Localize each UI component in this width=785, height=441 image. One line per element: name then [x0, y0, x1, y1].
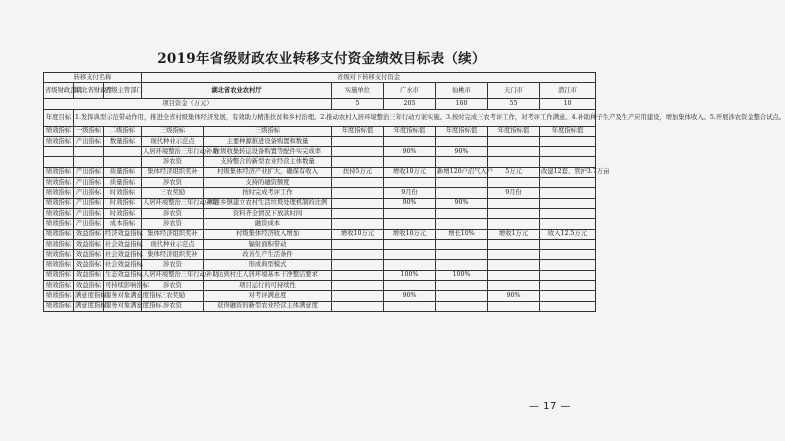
annual-value-cell	[436, 208, 488, 218]
annual-value-cell	[436, 260, 488, 270]
col-header: 年度指标值	[488, 126, 540, 136]
annual-value-cell	[540, 188, 596, 198]
annual-value-cell: 增收10万元	[384, 229, 436, 239]
annual-value-cell	[540, 157, 596, 167]
annual-value-cell	[540, 178, 596, 188]
unit-name: 广水市	[384, 83, 436, 99]
annual-value-cell	[384, 260, 436, 270]
annual-value-cell	[540, 301, 596, 311]
table-row	[44, 198, 596, 208]
annual-value-cell	[540, 250, 596, 260]
annual-value-cell: 90%	[488, 291, 540, 301]
annual-value-cell	[332, 270, 384, 280]
annual-value-cell: 增长10%	[436, 229, 488, 239]
annual-value-cell	[384, 219, 436, 229]
annual-value-cell: 增收1万元	[488, 229, 540, 239]
annual-value-cell	[436, 157, 488, 167]
annual-value-cell	[540, 198, 596, 208]
table-row	[44, 260, 596, 270]
annual-value-cell	[488, 136, 540, 146]
level3-item-cell: 村级集体经济产业扩大，确保有收入	[204, 167, 332, 177]
level3-category-cell: 人居环境整治三年行动补助	[142, 270, 204, 280]
level2-cell: 质量指标	[104, 178, 142, 188]
annual-value-cell	[540, 291, 596, 301]
annual-value-cell: 改建12套、管护3.7万亩	[540, 167, 596, 177]
annual-value-cell	[384, 281, 436, 291]
indicator-cell: 绩效指标	[44, 208, 74, 218]
level2-cell: 成本指标	[104, 219, 142, 229]
implement-unit-label: 实施单位	[332, 83, 384, 99]
annual-value-cell: 收入12.5万元	[540, 229, 596, 239]
annual-value-cell	[332, 301, 384, 311]
level3-category-cell: 涉农资	[142, 219, 204, 229]
level1-cell: 产出指标	[74, 219, 104, 229]
indicator-cell: 绩效指标	[44, 198, 74, 208]
annual-value-cell	[488, 270, 540, 280]
annual-value-cell	[540, 147, 596, 157]
annual-value-cell	[488, 301, 540, 311]
annual-value-cell	[488, 208, 540, 218]
annual-value-cell	[488, 281, 540, 291]
level2-cell: 经济效益指标	[104, 229, 142, 239]
unit-name: 仙桃市	[436, 83, 488, 99]
annual-value-cell	[488, 260, 540, 270]
annual-value-cell	[436, 250, 488, 260]
col-header: 三级指标	[142, 126, 204, 136]
annual-value-cell	[384, 250, 436, 260]
level3-category-cell: 集体经济组织奖补	[142, 229, 204, 239]
annual-value-cell	[436, 281, 488, 291]
col-header: 年度指标值	[384, 126, 436, 136]
annual-value-cell	[436, 219, 488, 229]
level3-category-cell: 三农奖励	[142, 291, 204, 301]
annual-value-cell	[436, 136, 488, 146]
page-number: — 17 —	[528, 401, 571, 412]
level1-cell	[74, 147, 104, 157]
indicator-cell: 绩效指标	[44, 178, 74, 188]
annual-value-cell	[332, 208, 384, 218]
annual-value-cell: 9月份	[384, 188, 436, 198]
level3-item-cell: 辐射面积带动	[204, 239, 332, 249]
level2-cell	[104, 147, 142, 157]
level1-cell: 效益指标	[74, 281, 104, 291]
col-header: 年度指标值	[436, 126, 488, 136]
annual-value-cell	[488, 219, 540, 229]
level2-cell: 服务对象满意度指标	[104, 291, 142, 301]
program-name-label: 转移支付名称	[44, 73, 142, 83]
level3-category-cell: 三农奖励	[142, 188, 204, 198]
level3-category-cell: 人居环境整治三年行动补助	[142, 198, 204, 208]
table-row	[44, 239, 596, 249]
annual-value-cell	[332, 281, 384, 291]
annual-value-cell	[436, 301, 488, 311]
annual-value-cell: 90%	[436, 198, 488, 208]
table-row	[44, 178, 596, 188]
annual-value-cell: 90%	[384, 147, 436, 157]
col-header: 三级指标	[204, 126, 332, 136]
level2-cell: 质量指标	[104, 167, 142, 177]
level2-cell: 服务对象满意度指标	[104, 301, 142, 311]
indicator-cell: 绩效指标	[44, 229, 74, 239]
annual-value-cell	[540, 239, 596, 249]
level2-cell: 时效指标	[104, 188, 142, 198]
level3-item-cell: 支持整合的新型农业经营主体数量	[204, 157, 332, 167]
annual-value-cell: 扶持5万元	[332, 167, 384, 177]
level1-cell: 产出指标	[74, 178, 104, 188]
level1-cell: 效益指标	[74, 229, 104, 239]
indicator-cell: 绩效指标	[44, 219, 74, 229]
unit-name: 潜江市	[540, 83, 596, 99]
level3-item-cell: 获得融资的新型农业经营主体满意度	[204, 301, 332, 311]
table-row	[44, 136, 596, 146]
indicator-cell: 绩效指标	[44, 291, 74, 301]
table-row	[44, 208, 596, 218]
annual-value-cell: 增收10万元	[384, 167, 436, 177]
annual-value-cell	[332, 250, 384, 260]
annual-value-cell	[540, 208, 596, 218]
level1-cell: 效益指标	[74, 239, 104, 249]
annual-value-cell: 90%	[384, 291, 436, 301]
level3-category-cell: 集体经济组织奖补	[142, 167, 204, 177]
level3-item-cell: 按时完成考评工作	[204, 188, 332, 198]
table-row	[44, 281, 596, 291]
level2-cell: 可持续影响指标	[104, 281, 142, 291]
annual-value-cell	[332, 198, 384, 208]
indicator-cell	[44, 157, 74, 167]
level1-cell: 满意度指标	[74, 301, 104, 311]
annual-value-cell	[332, 188, 384, 198]
budget-value: 205	[384, 99, 436, 109]
level3-item-cell: 改善生产生活条件	[204, 250, 332, 260]
annual-value-cell: 新增120户沼气入户	[436, 167, 488, 177]
annual-value-cell: 100%	[436, 270, 488, 280]
annual-value-cell	[540, 260, 596, 270]
province-authority-label: 省级主管部门	[104, 83, 142, 99]
level3-category-cell: 涉农资	[142, 157, 204, 167]
indicator-cell: 绩效指标	[44, 188, 74, 198]
annual-value-cell: 100%	[384, 270, 436, 280]
level1-cell: 产出指标	[74, 188, 104, 198]
level3-item-cell: 支持的融资额度	[204, 178, 332, 188]
budget-value: 5	[332, 99, 384, 109]
annual-value-cell: 9月份	[488, 188, 540, 198]
annual-value-cell: 90%	[384, 198, 436, 208]
table-row	[44, 147, 596, 157]
annual-value-cell: 增收10万元	[332, 229, 384, 239]
annual-value-cell	[488, 147, 540, 157]
budget-value: 55	[488, 99, 540, 109]
annual-value-cell	[436, 291, 488, 301]
indicator-cell: 绩效指标	[44, 167, 74, 177]
level3-item-cell: 资料齐全情况下放款时间	[204, 208, 332, 218]
level3-item-cell: 村级集体经济收入增加	[204, 229, 332, 239]
level2-cell: 社会效益指标	[104, 260, 142, 270]
level3-item-cell: 项目乡镇建立农村生活垃圾处理机制的比例	[204, 198, 332, 208]
province-dept-label: 省级财政部门	[44, 83, 74, 99]
level3-item-cell: 形成典型模式	[204, 260, 332, 270]
annual-value-cell	[540, 281, 596, 291]
level3-item-cell: 项目运行的可持续性	[204, 281, 332, 291]
indicator-cell: 绩效指标	[44, 250, 74, 260]
level3-category-cell: 涉农资	[142, 208, 204, 218]
level1-cell: 效益指标	[74, 260, 104, 270]
annual-value-cell	[384, 239, 436, 249]
col-header: 二级指标	[104, 126, 142, 136]
annual-value-cell	[332, 147, 384, 157]
table-row	[44, 229, 596, 239]
annual-value-cell: 5万元	[488, 167, 540, 177]
annual-value-cell	[332, 239, 384, 249]
level1-cell: 产出指标	[74, 198, 104, 208]
level1-cell	[74, 157, 104, 167]
annual-value-cell	[384, 157, 436, 167]
table-row	[44, 250, 596, 260]
table-row	[44, 301, 596, 311]
level3-category-cell: 集体经济组织奖补	[142, 250, 204, 260]
indicator-cell: 绩效指标	[44, 270, 74, 280]
level3-category-cell: 涉农资	[142, 281, 204, 291]
indicator-cell: 绩效指标	[44, 136, 74, 146]
level2-cell: 生态效益指标	[104, 270, 142, 280]
hubei-finance-label: 湖北省财政厅	[74, 83, 104, 99]
budget-value: 160	[436, 99, 488, 109]
annual-value-cell	[332, 291, 384, 301]
level3-item-cell: 达到村庄人居环境基本干净整洁要求	[204, 270, 332, 280]
performance-table	[43, 72, 785, 312]
fund-label: 省级对下转移支付资金	[142, 73, 596, 83]
level3-item-cell: 主要种源推进设备购置和数量	[204, 136, 332, 146]
level3-item-cell: 对考评满意度	[204, 291, 332, 301]
level2-cell: 社会效益指标	[104, 250, 142, 260]
annual-value-cell	[540, 270, 596, 280]
table-row	[44, 291, 596, 301]
level3-category-cell: 涉农资	[142, 260, 204, 270]
authority-value: 湖北省农业农村厅	[142, 83, 332, 99]
level3-item-cell: 融资成本	[204, 219, 332, 229]
table-row	[44, 157, 596, 167]
level1-cell: 效益指标	[74, 250, 104, 260]
level3-category-cell: 现代种业示范点	[142, 239, 204, 249]
indicator-cell: 绩效指标	[44, 239, 74, 249]
budget-label: 项目资金（万元）	[44, 99, 332, 109]
level1-cell: 效益指标	[74, 270, 104, 280]
level3-category-cell: 涉农资	[142, 178, 204, 188]
level3-category-cell: 涉农资	[142, 301, 204, 311]
col-header: 一级指标	[74, 126, 104, 136]
annual-value-cell	[332, 136, 384, 146]
annual-value-cell	[332, 178, 384, 188]
annual-value-cell	[488, 239, 540, 249]
annual-goal-text: 1.发挥典型示范带动作用，推进全省村级集体经济发展，有效助力精准扶贫和乡村治理。2.推动农村人居环境整治三年行动方案实施。3.按时完成三农考评工作，对考评工作满意。4.补助种子生产及生产应用建设，增加集体收入。5.开展涉农资金整合试点。	[74, 109, 596, 126]
indicator-cell	[44, 147, 74, 157]
annual-value-cell	[488, 178, 540, 188]
annual-value-cell	[540, 219, 596, 229]
annual-value-cell	[488, 198, 540, 208]
level2-cell	[104, 157, 142, 167]
page-title: 2019年省级财政农业转移支付资金绩效目标表（续）	[157, 51, 486, 67]
level1-cell: 产出指标	[74, 208, 104, 218]
annual-value-cell	[332, 260, 384, 270]
table-row	[44, 270, 596, 280]
annual-value-cell	[332, 157, 384, 167]
table-row	[44, 188, 596, 198]
level2-cell: 数量指标	[104, 136, 142, 146]
annual-value-cell	[436, 239, 488, 249]
level2-cell: 社会效益指标	[104, 239, 142, 249]
level3-category-cell: 人居环境整治三年行动补助	[142, 147, 204, 157]
budget-value: 10	[540, 99, 596, 109]
annual-value-cell	[540, 136, 596, 146]
level1-cell: 产出指标	[74, 136, 104, 146]
level2-cell: 时效指标	[104, 208, 142, 218]
level1-cell: 满意度指标	[74, 291, 104, 301]
annual-value-cell	[436, 188, 488, 198]
annual-value-cell	[384, 178, 436, 188]
table-row	[44, 167, 596, 177]
annual-value-cell	[384, 136, 436, 146]
col-header: 年度指标值	[540, 126, 596, 136]
table-row	[44, 219, 596, 229]
annual-value-cell	[436, 178, 488, 188]
annual-value-cell	[488, 157, 540, 167]
level3-item-cell: 拉圾收集转运设备购置等配件实完成率	[204, 147, 332, 157]
unit-name: 天门市	[488, 83, 540, 99]
col-header: 绩效指标	[44, 126, 74, 136]
annual-value-cell: 90%	[436, 147, 488, 157]
annual-value-cell	[488, 250, 540, 260]
level1-cell: 产出指标	[74, 167, 104, 177]
indicator-cell: 绩效指标	[44, 301, 74, 311]
col-header: 年度指标值	[332, 126, 384, 136]
annual-goal-label: 年度目标	[44, 109, 74, 126]
annual-value-cell	[384, 301, 436, 311]
level2-cell: 时效指标	[104, 198, 142, 208]
annual-value-cell	[384, 208, 436, 218]
indicator-cell: 绩效指标	[44, 260, 74, 270]
level3-category-cell: 现代种业示范点	[142, 136, 204, 146]
indicator-cell: 绩效指标	[44, 281, 74, 291]
annual-value-cell	[332, 219, 384, 229]
